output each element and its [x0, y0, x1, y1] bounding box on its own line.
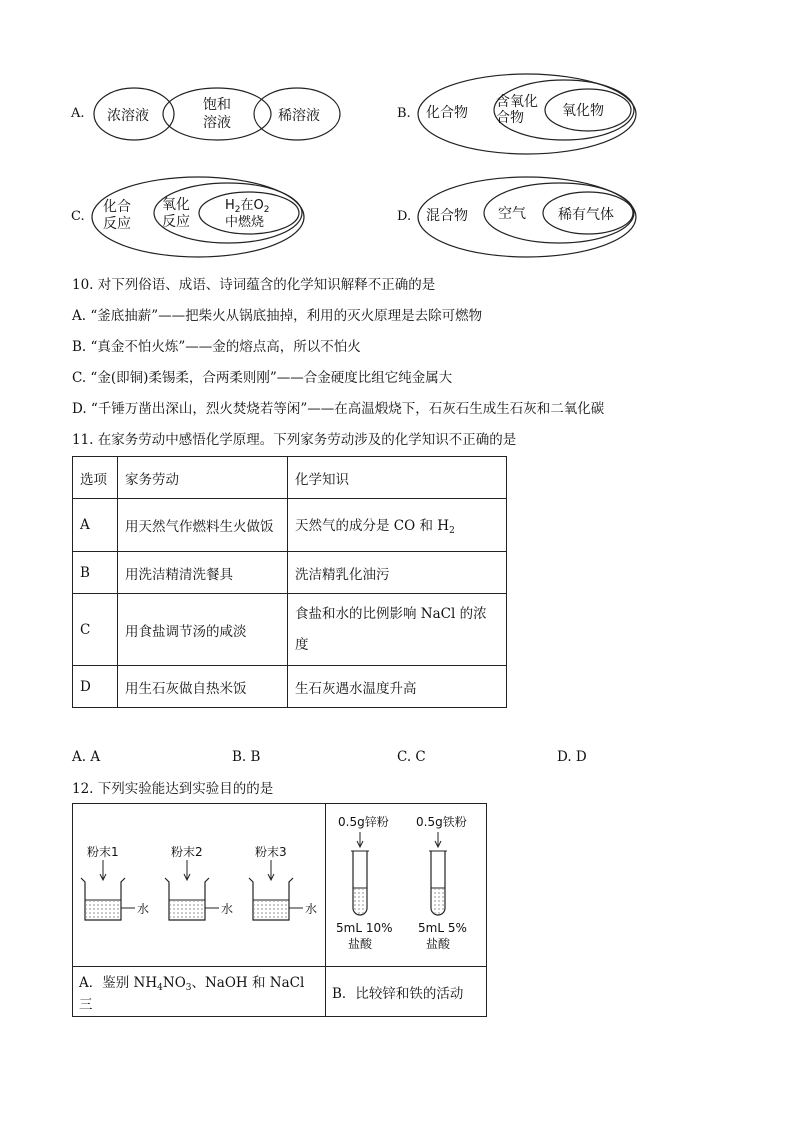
powder3-label: 粉末3 [255, 845, 287, 859]
q11-header-option: 选项 [73, 457, 118, 499]
q9-diagram-b [416, 70, 646, 160]
q12-table [72, 803, 487, 1017]
acid-2-volume: 5mL 5% [418, 921, 467, 935]
q12-figure-b-cell [326, 804, 487, 967]
acid-2-label: 盐酸 [426, 937, 451, 951]
q12-caption-a: A．鉴别 $NH_4NO_3$、NaOH 和 NaCl 三 [73, 967, 326, 1017]
q9-a-middle-text2: 溶液 [203, 115, 231, 131]
water-label-1: 水 [137, 902, 150, 916]
q9-c-mid-text1: 氧化 [162, 197, 190, 213]
q9-option-b-label: B. [397, 106, 411, 121]
q11-row-a-knowledge: 天然气的成分是 CO 和 $H_2$ [288, 499, 507, 552]
zinc-powder-label: 0.5g锌粉 [338, 815, 389, 829]
q9-option-a-label: A. [71, 106, 85, 121]
table-row [73, 457, 507, 499]
q11-row-b-knowledge: 洗洁精乳化油污 [288, 552, 507, 594]
table-row [73, 499, 507, 552]
q9-d-outer-text: 混合物 [426, 208, 468, 224]
table-row [73, 552, 507, 594]
q11-header-task: 家务劳动 [118, 457, 288, 499]
beaker-2 [165, 878, 233, 920]
test-tube-1 [351, 851, 369, 915]
water-label-2: 水 [221, 902, 234, 916]
q9-b-mid-text2: 合物 [496, 110, 524, 126]
q11-row-c-option: C [73, 594, 118, 666]
q10-option-b: B. “真金不怕火炼”——金的熔点高，所以不怕火 [72, 339, 361, 355]
powder1-label: 粉末1 [87, 845, 119, 859]
q12-caption-b: B．比较锌和铁的活动 [326, 967, 487, 1017]
iron-powder-label: 0.5g铁粉 [416, 815, 467, 829]
q11-answer-c: C. C [397, 749, 426, 765]
q11-row-c-knowledge: 食盐和水的比例影响 NaCl 的浓 度 [288, 594, 507, 666]
q9-c-inner-text2: 中燃烧 [225, 215, 265, 230]
q10-option-d: D. “千锤万凿出深山，烈火焚烧若等闲”——在高温煅烧下，石灰石生成生石灰和二氧化碳 [72, 401, 605, 417]
table-row [73, 666, 507, 708]
q9-b-mid-text1: 含氧化 [496, 94, 538, 110]
q9-c-inner-text1: $H_2$在$O_2$ [225, 198, 270, 215]
q11-row-a-option: A [73, 499, 118, 552]
q10-option-c: C. “金(即铜)柔锡柔，合两柔则刚”——合金硬度比组它纯金属大 [72, 370, 453, 386]
q9-option-c-label: C. [71, 209, 85, 224]
q11-answer-b: B. B [232, 749, 261, 765]
q11-row-b-task: 用洗洁精清洗餐具 [118, 552, 288, 594]
q12-stem: 12. 下列实验能达到实验目的的是 [72, 781, 274, 797]
beaker-3 [249, 878, 317, 920]
q10-stem: 10. 对下列俗语、成语、诗词蕴含的化学知识解释不正确的是 [72, 277, 436, 293]
q11-header-knowledge: 化学知识 [288, 457, 507, 499]
q11-table [72, 456, 507, 708]
table-row [73, 594, 507, 666]
q9-c-mid-text2: 反应 [162, 214, 190, 230]
q9-diagram-c [90, 173, 315, 263]
q9-diagram-d [416, 173, 646, 263]
q11-row-b-option: B [73, 552, 118, 594]
q11-row-a-task: 用天然气作燃料生火做饭 [118, 499, 288, 552]
q9-d-inner-text: 稀有气体 [558, 207, 614, 223]
q11-row-d-knowledge: 生石灰遇水温度升高 [288, 666, 507, 708]
q10-option-a: A. “釜底抽薪”——把柴火从锅底抽掉，利用的灭火原理是去除可燃物 [72, 308, 483, 324]
q11-row-d-task: 用生石灰做自热米饭 [118, 666, 288, 708]
beaker-1 [81, 878, 149, 920]
acid-1-volume: 5mL 10% [336, 921, 393, 935]
q9-c-outer-text2: 反应 [103, 216, 131, 232]
q11-stem: 11. 在家务劳动中感悟化学原理。下列家务劳动涉及的化学知识不正确的是 [72, 432, 517, 448]
q9-option-d-label: D. [397, 209, 412, 224]
q11-answer-d: D. D [557, 749, 587, 765]
q9-a-right-text: 稀溶液 [278, 108, 320, 124]
q12-figure-a [73, 804, 325, 962]
q12-figure-b [326, 804, 486, 962]
q9-a-left-text: 浓溶液 [107, 108, 149, 124]
q12-figure-a-cell [73, 804, 326, 967]
powder2-label: 粉末2 [171, 845, 203, 859]
q11-answer-a: A. A [72, 749, 101, 765]
q9-b-inner-text: 氧化物 [562, 103, 604, 119]
acid-1-label: 盐酸 [348, 937, 373, 951]
water-label-3: 水 [305, 902, 318, 916]
q11-row-c-task: 用食盐调节汤的咸淡 [118, 594, 288, 666]
q9-diagram-a [92, 85, 342, 143]
q9-d-mid-text: 空气 [498, 206, 526, 222]
q9-c-outer-text1: 化合 [103, 199, 131, 215]
test-tube-2 [429, 851, 447, 915]
q9-b-outer-text: 化合物 [426, 105, 468, 121]
q9-a-middle-text1: 饱和 [203, 97, 231, 113]
q11-row-d-option: D [73, 666, 118, 708]
